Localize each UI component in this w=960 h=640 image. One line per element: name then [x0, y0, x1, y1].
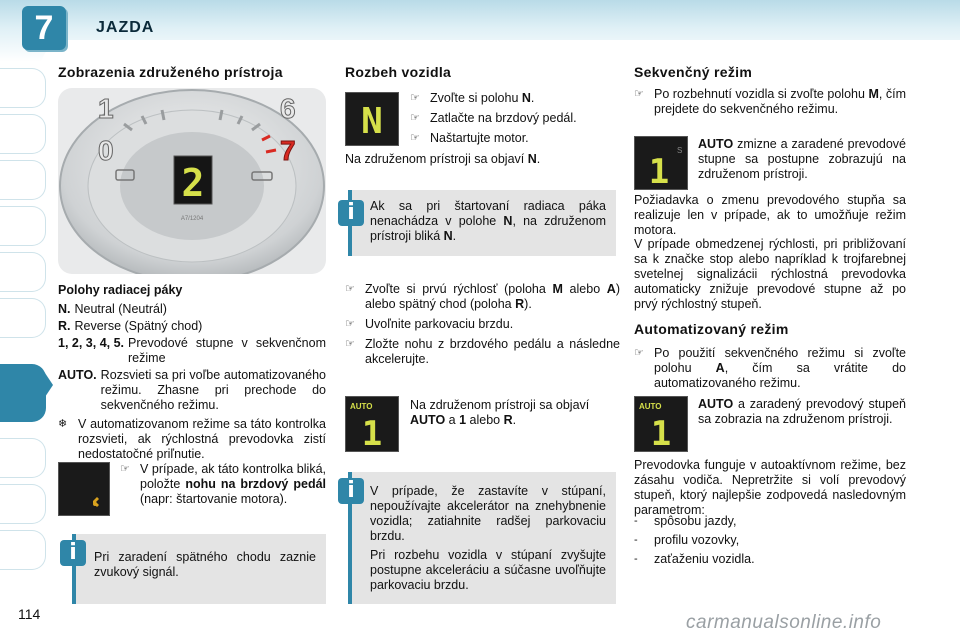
- pointing-hand-icon: ☞: [634, 347, 644, 359]
- drive-steps: [345, 282, 620, 369]
- gear-positions-list: [58, 283, 326, 464]
- gauge-number-red: 7: [280, 135, 296, 166]
- list-item: R. Reverse (Spätný chod): [58, 319, 203, 333]
- list-title: Polohy radiacej páky: [58, 283, 183, 297]
- gearbox-warning-icon: [59, 463, 109, 515]
- chapter-tab[interactable]: [0, 252, 46, 292]
- gauge-number: 6: [280, 93, 296, 124]
- col3-heading-automatic: Automatizovaný režim: [634, 321, 789, 337]
- chapter-tab[interactable]: [0, 68, 46, 108]
- auto-display-digit: 1: [361, 414, 383, 451]
- gauge-ref-label: A7/1204: [180, 216, 204, 222]
- chapter-number: 7: [22, 6, 66, 50]
- list-item: ☞ Zložte nohu z brzdového pedálu a následne akcelerujte.: [345, 337, 620, 366]
- list-item: - profilu vozovky,: [634, 533, 740, 547]
- sequential-display: [634, 136, 688, 190]
- automatic-step: ☞ Po použití sekvenčného režimu si zvoľte polohu A, čím sa vrátite do automatizovaného režimu.: [634, 346, 906, 390]
- instrument-gauge: [58, 88, 326, 274]
- sequential-display-label: S: [677, 146, 683, 155]
- chapter-tab[interactable]: [0, 206, 46, 246]
- neutral-shown-note: Na združenom prístroji sa objaví N.: [345, 152, 541, 166]
- automatic-display: [634, 396, 688, 452]
- neutral-display: [345, 92, 399, 146]
- automatic-display-digit: 1: [650, 414, 672, 451]
- chapter-tab[interactable]: [0, 530, 46, 570]
- col3-paragraph-2: V prípade obmedzenej rýchlosti, pri približovaní sa k značke stop alebo napríklad k trojfarebnej svetelnej signalizácii rýchlostná prevodovka automaticky znižuje prevodové stupne až po prvý rýchlostný stupeň.: [634, 237, 906, 311]
- list-item: ☞ Uvoľnite parkovaciu brzdu.: [345, 317, 514, 331]
- snow-note: ❄ V automatizovanom režime sa táto kontrolka rozsvieti, ak rýchlostná prevodovka zistí nedostatočné priľnutie.: [58, 417, 326, 461]
- auto-first-display: [345, 396, 399, 452]
- pointing-hand-icon: ☞: [345, 338, 355, 350]
- list-item: ☞ Zatlačte na brzdový pedál.: [410, 111, 577, 125]
- list-item: ☞ Naštartujte motor.: [410, 131, 529, 145]
- info-icon: i: [338, 200, 364, 226]
- chapter-title: JAZDA: [96, 19, 155, 36]
- page-number: 114: [18, 606, 41, 622]
- col3-heading-sequential: Sekvenčný režim: [634, 64, 753, 80]
- snowflake-icon: ❄: [58, 418, 68, 430]
- pointing-hand-icon: ☞: [634, 88, 644, 100]
- info-box-reverse: i Pri zaradení spätného chodu zaznie zvukový signál.: [72, 534, 326, 604]
- info-box-hill: i V prípade, že zastavíte v stúpaní, nepoužívajte akcelerátor na znehybnenie vozidla; zatiahnite radšej parkovaciu brzdu. Pri rozbehu vozidla v stúpaní zvyšujte postupne akceleráciu a súčasne uvoľňujte parkovaciu brzdu.: [348, 472, 616, 604]
- chapter-tab[interactable]: [0, 484, 46, 524]
- gauge-number: 0: [98, 135, 114, 166]
- sequential-step: ☞ Po rozbehnutí vozidla si zvoľte polohu M, čím prejdete do sekvenčného režimu.: [634, 87, 906, 116]
- parameter-list: [634, 514, 906, 569]
- pointing-hand-icon: ☞: [345, 283, 355, 295]
- pointing-hand-icon: ☞: [345, 318, 355, 330]
- chapter-tab[interactable]: [0, 298, 46, 338]
- list-item: - spôsobu jazdy,: [634, 514, 737, 528]
- list-item: ☞ Zvoľte si polohu N.: [410, 91, 535, 105]
- gauge-number: 1: [98, 93, 114, 124]
- list-item: - zaťaženiu vozidla.: [634, 552, 755, 566]
- neutral-display-letter: N: [361, 101, 383, 142]
- automatic-display-label: AUTO: [639, 402, 662, 411]
- info-icon: i: [60, 540, 86, 566]
- col3-paragraph-1: Požiadavka o zmenu prevodového stupňa sa realizuje len v prípade, ak to umožňuje režim motora.: [634, 193, 906, 237]
- chapter-tab[interactable]: [0, 114, 46, 154]
- list-item: AUTO. Rozsvieti sa pri voľbe automatizovaného režimu. Zhasne pri prechode do sekvenčného režimu.: [58, 368, 326, 412]
- start-steps: [410, 91, 620, 148]
- pointing-hand-icon: ☞: [410, 132, 420, 144]
- sequential-display-digit: 1: [648, 152, 670, 189]
- col2-heading: Rozbeh vozidla: [345, 64, 452, 80]
- auto-on-note: AUTO a zaradený prevodový stupeň sa zobrazia na združenom prístroji.: [698, 397, 906, 426]
- info-icon: i: [338, 478, 364, 504]
- auto-shown-note: Na združenom prístroji sa objaví AUTO a 1 alebo R.: [410, 398, 590, 427]
- auto-off-note: AUTO zmizne a zaradené prevodové stupne sa postupne zobrazujú na združenom prístroji.: [698, 137, 906, 181]
- pointing-hand-icon: ☞: [410, 92, 420, 104]
- chapter-tab[interactable]: [0, 160, 46, 200]
- blink-note: ☞ V prípade, ak táto kontrolka bliká, položte nohu na brzdový pedál (napr: štartovanie motora).: [120, 462, 327, 506]
- pointing-hand-icon: ☞: [410, 112, 420, 124]
- gear-display-digit: 2: [181, 161, 205, 205]
- chapter-tab[interactable]: [0, 438, 46, 478]
- pointing-hand-icon: ☞: [120, 463, 130, 475]
- list-item: N. Neutral (Neutrál): [58, 302, 167, 316]
- info-box-neutral: i Ak sa pri štartovaní radiaca páka nenachádza v polohe N, na združenom prístroji bliká N.: [348, 190, 616, 256]
- auto-display-label: AUTO: [350, 402, 373, 411]
- col1-heading: Zobrazenia združeného prístroja: [58, 64, 283, 80]
- gearbox-warning-display: [58, 462, 110, 516]
- chapter-tabs: [0, 68, 50, 598]
- col3-paragraph-3: Prevodovka funguje v autoaktívnom režime, bez zásahu vodiča. Nepretržite si volí prevodový stupeň, ktorý najlepšie zodpovedá nasledovným parametrom:: [634, 458, 906, 517]
- list-item: 1, 2, 3, 4, 5. Prevodové stupne v sekvenčnom režime: [58, 336, 326, 365]
- watermark: carmanualsonline.info: [686, 612, 882, 633]
- chapter-tab-active[interactable]: [0, 364, 46, 422]
- list-item: ☞ Zvoľte si prvú rýchlosť (poloha M alebo A) alebo spätný chod (poloha R).: [345, 282, 620, 311]
